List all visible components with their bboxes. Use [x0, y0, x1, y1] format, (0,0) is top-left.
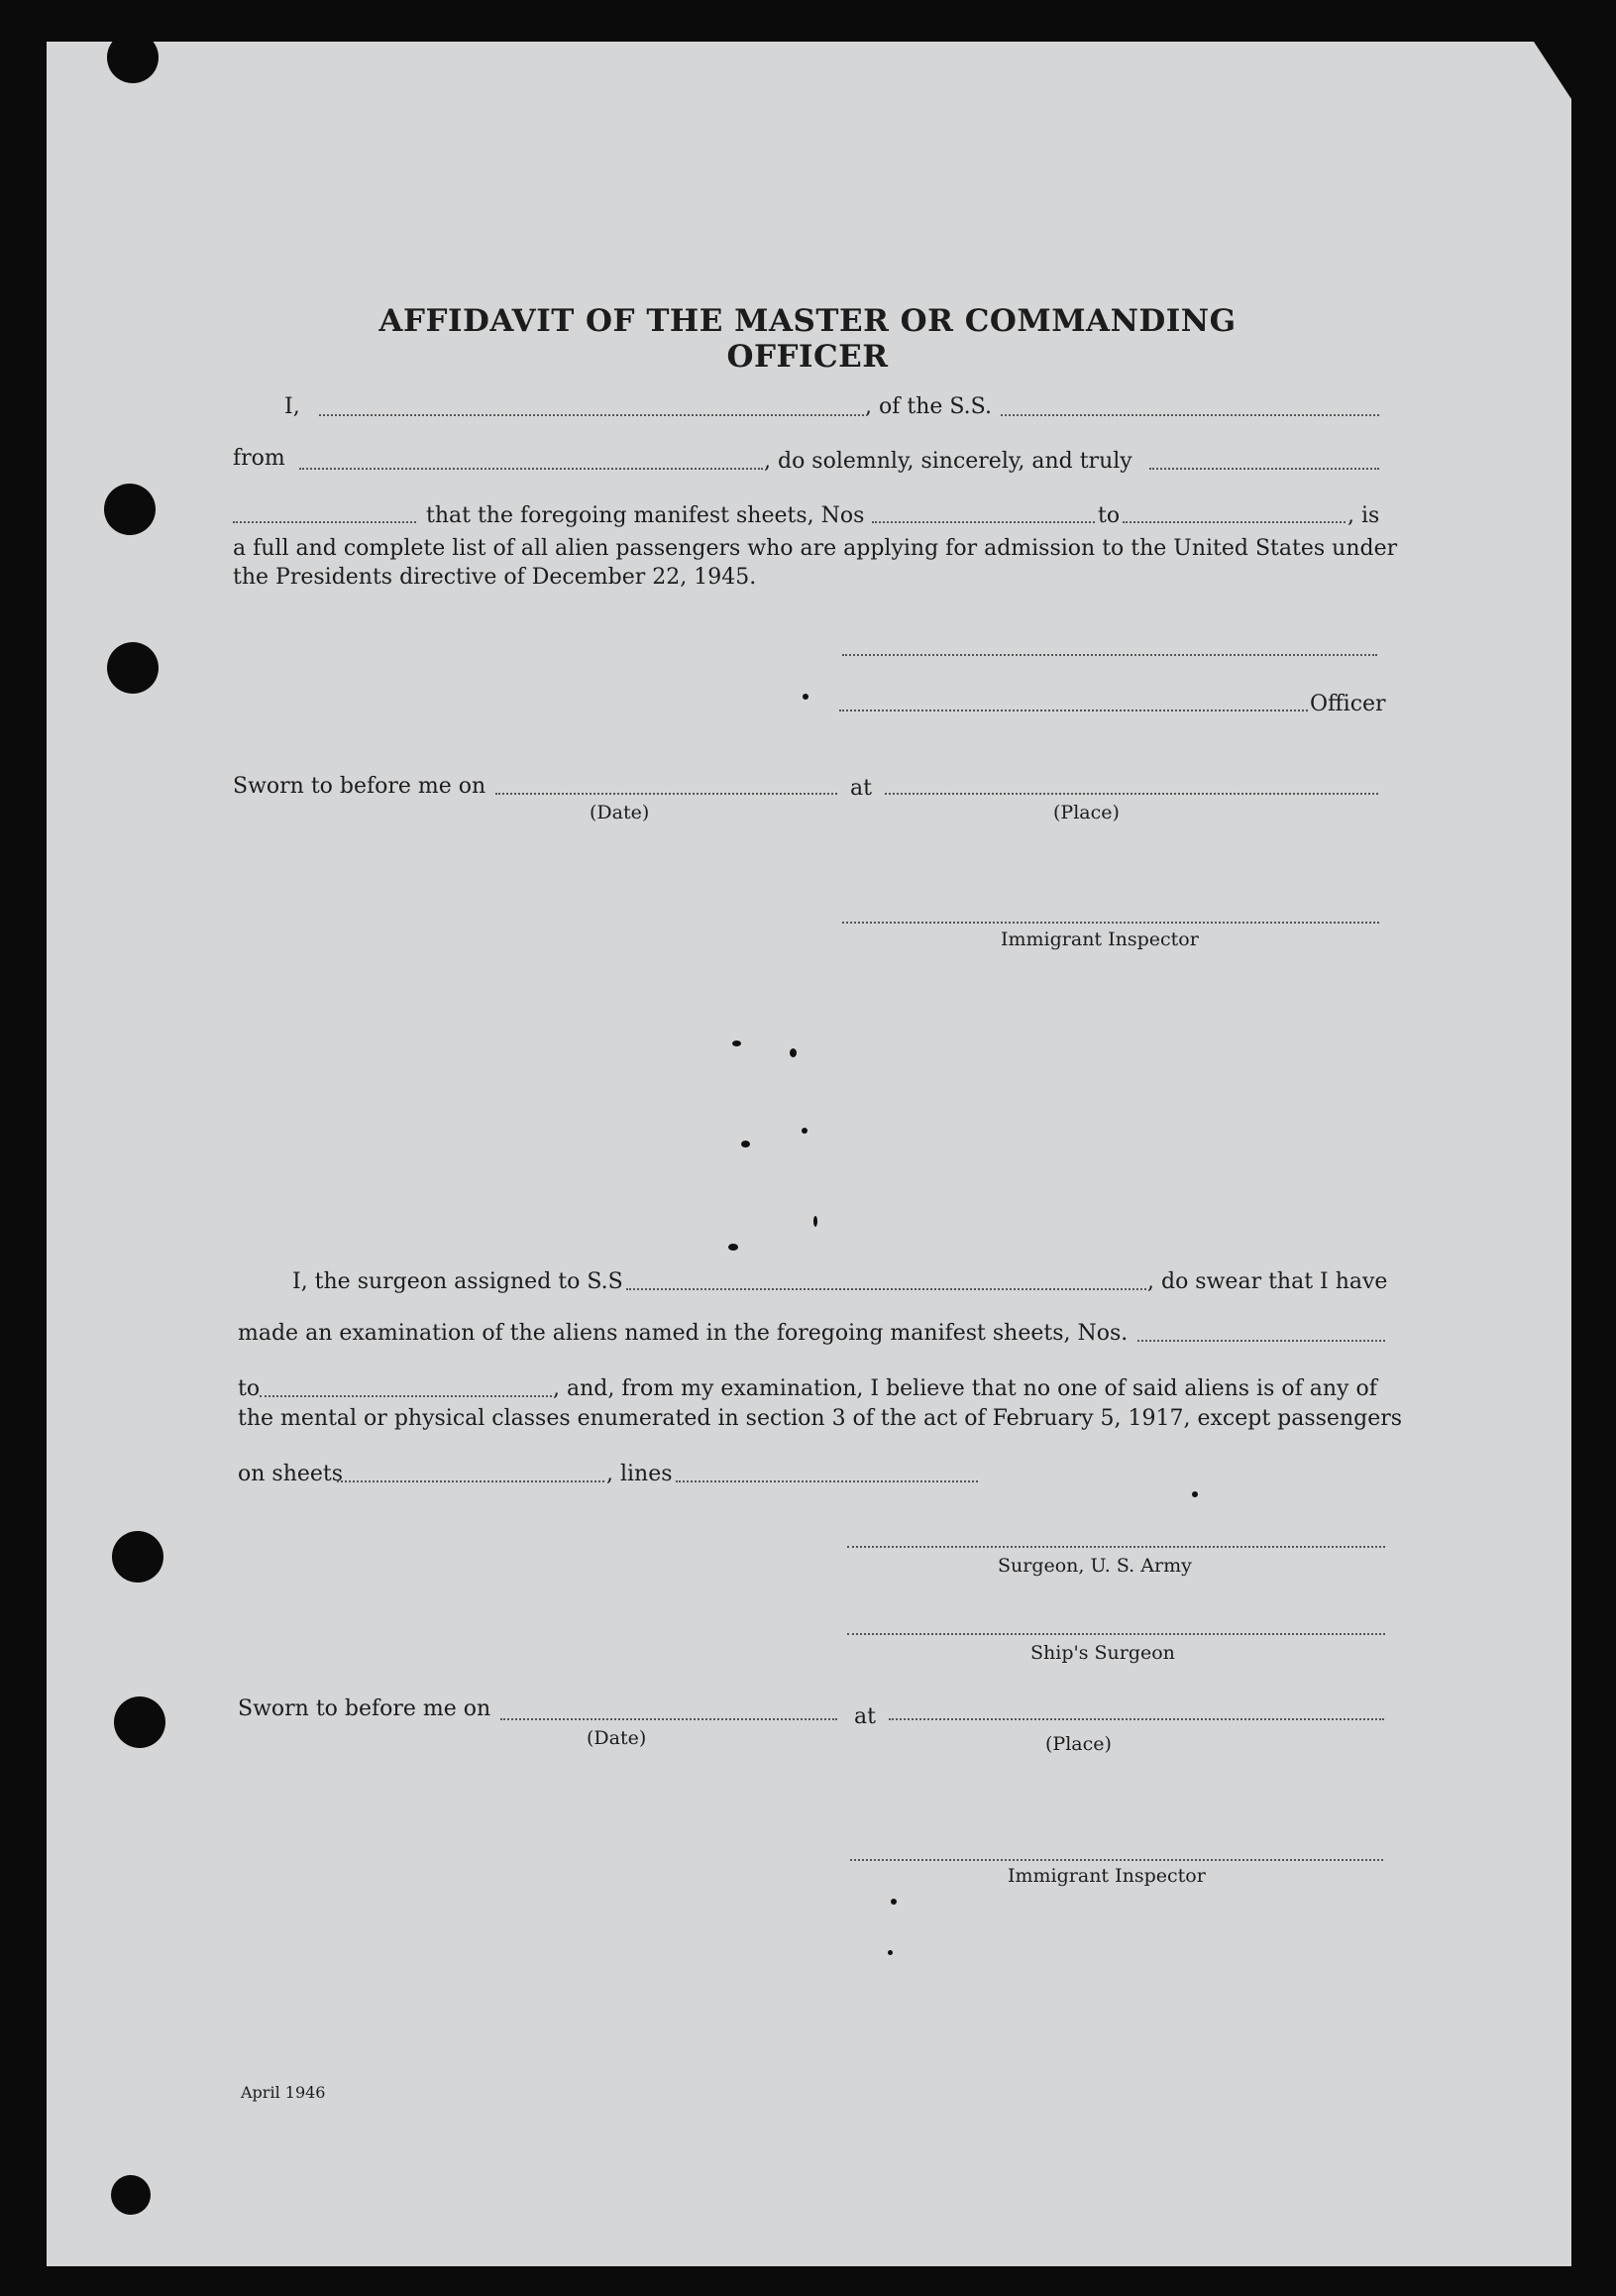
- master-oath-field[interactable]: [233, 521, 416, 523]
- surgeon-ship-field[interactable]: [626, 1288, 1146, 1290]
- master-date-caption: (Date): [590, 802, 650, 823]
- master-sheets-from-field[interactable]: [872, 521, 1095, 523]
- master-inspector-caption: Immigrant Inspector: [1001, 929, 1199, 950]
- master-swear-field[interactable]: [1149, 468, 1379, 470]
- master-line2-swear: , do solemnly, sincerely, and truly: [764, 449, 1132, 474]
- surgeon-sheets-from-field[interactable]: [1137, 1340, 1385, 1342]
- punch-hole: [107, 642, 159, 694]
- master-line1-i: I,: [284, 394, 300, 419]
- master-line5: the Presidents directive of December 22, 1945.: [233, 565, 757, 590]
- surgeon-line3-rest: , and, from my examination, I believe that no one of said aliens is of any of: [553, 1376, 1377, 1401]
- ship-surgeon-signature-line[interactable]: [847, 1633, 1385, 1635]
- punch-hole: [114, 1696, 165, 1748]
- punch-hole: [111, 2175, 151, 2215]
- ink-speck: [728, 1244, 738, 1251]
- surgeon-date-caption: (Date): [587, 1727, 647, 1749]
- surgeon-inspector-line[interactable]: [850, 1859, 1383, 1861]
- surgeon-line5-sheets: on sheets: [238, 1462, 344, 1486]
- surgeon-sworn-place-field[interactable]: [889, 1718, 1384, 1720]
- master-place-caption: (Place): [1053, 802, 1120, 823]
- form-title: AFFIDAVIT OF THE MASTER OR COMMANDING OFFICER: [378, 303, 1237, 375]
- master-from-field[interactable]: [299, 468, 763, 470]
- ink-speck: [803, 694, 808, 700]
- army-surgeon-caption: Surgeon, U. S. Army: [998, 1555, 1192, 1577]
- ink-speck: [1192, 1491, 1198, 1497]
- punch-hole: [104, 484, 156, 535]
- surgeon-sworn-label: Sworn to before me on: [238, 1696, 491, 1721]
- army-surgeon-signature-line[interactable]: [847, 1546, 1385, 1548]
- surgeon-place-caption: (Place): [1045, 1733, 1112, 1755]
- master-sworn-place-field[interactable]: [885, 793, 1378, 795]
- ink-speck: [891, 1899, 897, 1905]
- surgeon-line5-lines: , lines: [606, 1462, 673, 1486]
- ink-speck: [888, 1950, 893, 1955]
- officer-label: Officer: [1310, 692, 1386, 716]
- surgeon-line1-b: , do swear that I have: [1147, 1269, 1388, 1294]
- master-at-label: at: [850, 776, 872, 801]
- officer-signature-line[interactable]: [839, 710, 1308, 711]
- ship-surgeon-caption: Ship's Surgeon: [1030, 1642, 1175, 1664]
- punch-hole: [107, 32, 159, 83]
- surgeon-line1-a: I, the surgeon assigned to S.S: [292, 1269, 623, 1294]
- surgeon-exception-lines-field[interactable]: [676, 1480, 978, 1482]
- master-line4: a full and complete list of all alien passengers who are applying for admission to the United States under: [233, 536, 1398, 561]
- master-sworn-label: Sworn to before me on: [233, 774, 486, 799]
- master-inspector-line[interactable]: [842, 922, 1379, 924]
- master-line3-that: that the foregoing manifest sheets, Nos: [426, 503, 865, 528]
- master-sheets-to-field[interactable]: [1123, 521, 1346, 523]
- footer-date: April 1946: [241, 2083, 326, 2102]
- ink-speck: [732, 1040, 741, 1046]
- surgeon-exception-sheets-field[interactable]: [337, 1480, 604, 1482]
- master-line3-is: , is: [1347, 503, 1380, 528]
- ink-speck: [741, 1141, 750, 1148]
- surgeon-line2: made an examination of the aliens named in the foregoing manifest sheets, Nos.: [238, 1321, 1129, 1346]
- master-line1-of-ss: , of the S.S.: [865, 394, 992, 419]
- punch-hole: [112, 1531, 163, 1583]
- surgeon-at-label: at: [854, 1704, 876, 1729]
- surgeon-sworn-date-field[interactable]: [500, 1718, 837, 1720]
- master-ship-field[interactable]: [1001, 414, 1379, 416]
- ink-speck: [813, 1216, 817, 1227]
- ink-speck: [790, 1048, 797, 1057]
- master-signature-line[interactable]: [842, 654, 1377, 656]
- master-line2-from: from: [233, 446, 285, 471]
- ink-speck: [802, 1128, 808, 1134]
- form-sheet: [47, 42, 1571, 2266]
- master-line3-to: to: [1098, 503, 1121, 528]
- surgeon-sheets-to-field[interactable]: [260, 1395, 552, 1397]
- surgeon-inspector-caption: Immigrant Inspector: [1008, 1865, 1206, 1887]
- surgeon-line4: the mental or physical classes enumerated in section 3 of the act of February 5, 1917, except passengers: [238, 1406, 1403, 1431]
- master-name-field[interactable]: [319, 414, 864, 416]
- master-sworn-date-field[interactable]: [495, 793, 837, 795]
- surgeon-line3-to: to: [238, 1376, 261, 1401]
